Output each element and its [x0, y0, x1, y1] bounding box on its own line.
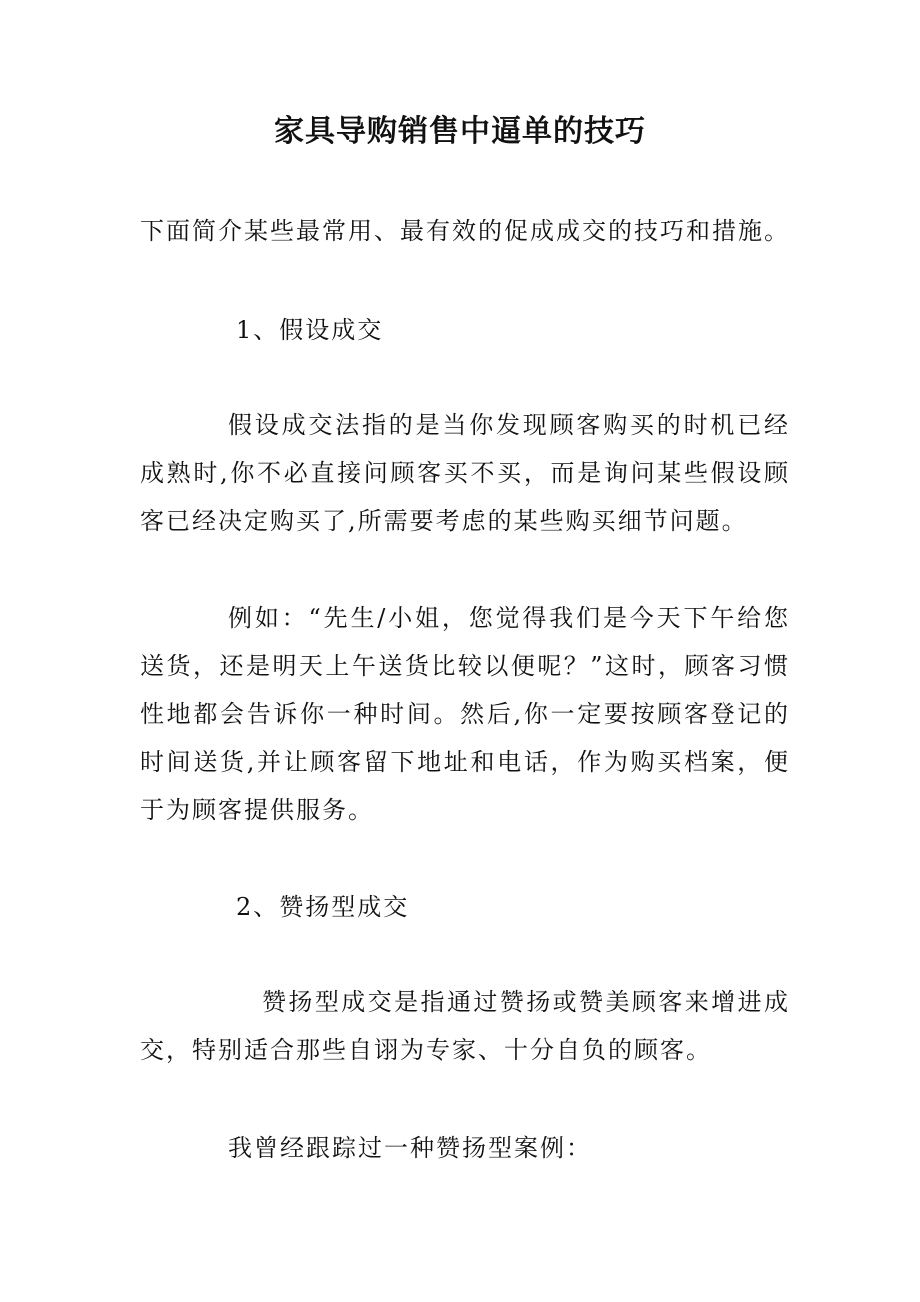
paragraph-assumptive-example: 例如：“先生/小姐，您觉得我们是今天下午给您送货，还是明天上午送货比较以便呢？”这时，顾客习惯性地都会告诉你一种时间。然后,你一定要按顾客登记的时间送货,并让顾客留下地址和电话，作为购买档案，便于为顾客提供服务。: [140, 604, 790, 824]
paragraph-assumptive-definition: 假设成交法指的是当你发现顾客购买的时机已经成熟时,你不必直接问顾客买不买，而是询问某些假设顾客已经决定购买了,所需要考虑的某些购买细节问题。: [140, 411, 790, 535]
paragraph-praise-case-intro: 我曾经跟踪过一种赞扬型案例：: [228, 1134, 592, 1162]
document-title: 家具导购销售中逼单的技巧: [274, 114, 646, 149]
paragraph-praise-definition: 赞扬型成交是指通过赞扬或赞美顾客来增进成交，特别适合那些自诩为专家、十分自负的顾客。: [140, 988, 790, 1064]
section-heading-praise-close: 2、赞扬型成交: [236, 893, 410, 921]
section-heading-assumptive-close: 1、假设成交: [236, 316, 384, 344]
intro-paragraph: 下面简介某些最常用、最有效的促成成交的技巧和措施。: [140, 217, 790, 245]
